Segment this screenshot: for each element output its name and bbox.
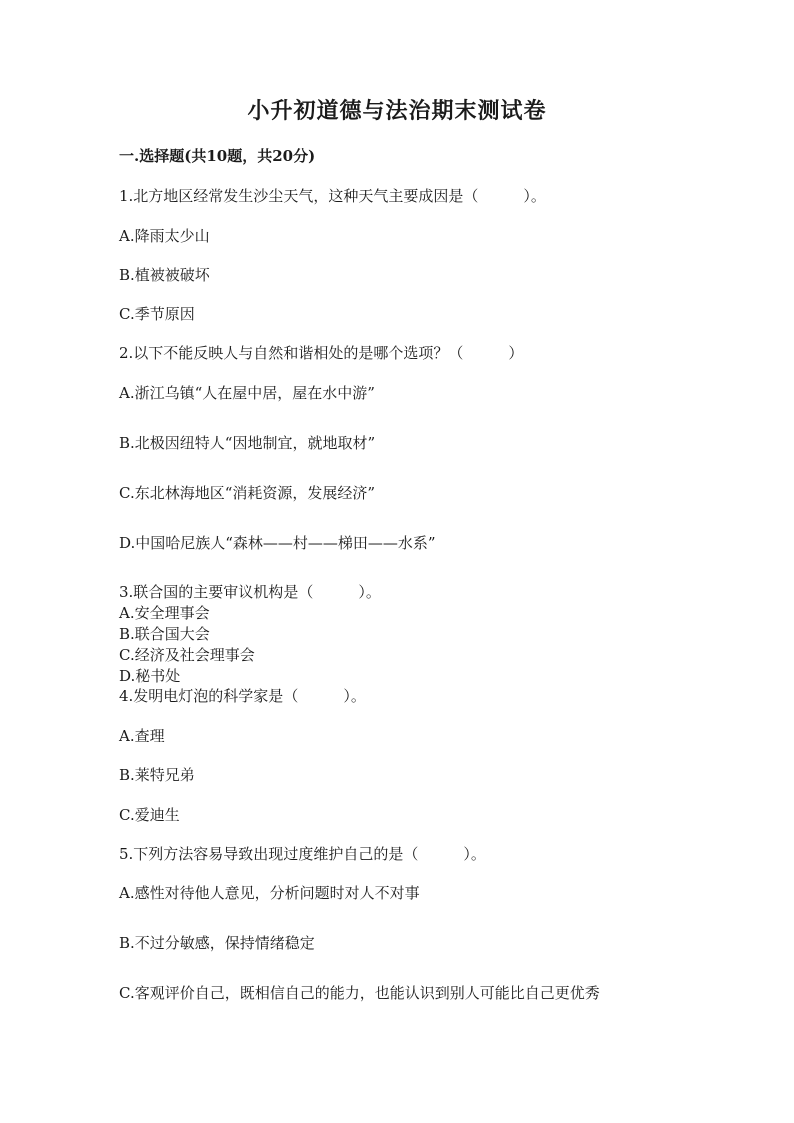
option-a: A.查理 — [119, 727, 165, 745]
option-c: C.经济及社会理事会 — [119, 646, 255, 664]
option-d: D.中国哈尼族人“森林——村——梯田——水系” — [119, 534, 436, 552]
option-b: B.不过分敏感，保持情绪稳定 — [119, 934, 315, 952]
option-a: A.安全理事会 — [119, 604, 210, 622]
option-b: B.莱特兄弟 — [119, 766, 195, 784]
option-c: C.季节原因 — [119, 305, 195, 323]
option-a: A.感性对待他人意见，分析问题时对人不对事 — [119, 884, 420, 902]
section-heading: 一.选择题(共10题，共20分) — [119, 147, 316, 165]
option-c: C.客观评价自己，既相信自己的能力，也能认识到别人可能比自己更优秀 — [119, 984, 600, 1002]
option-a: A.降雨太少山 — [119, 227, 210, 245]
option-a: A.浙江乌镇“人在屋中居，屋在水中游” — [119, 384, 375, 402]
question-stem: 4.发明电灯泡的科学家是（ ）。 — [119, 687, 366, 705]
option-c: C.东北林海地区“消耗资源，发展经济” — [119, 484, 376, 502]
option-d: D.秘书处 — [119, 667, 181, 685]
question-stem: 2.以下不能反映人与自然和谐相处的是哪个选项？（ ） — [119, 344, 524, 362]
page-title: 小升初道德与法治期末测试卷 — [247, 98, 547, 124]
question-stem: 5.下列方法容易导致出现过度维护自己的是（ ）。 — [119, 845, 486, 863]
question-stem: 1.北方地区经常发生沙尘天气，这种天气主要成因是（ ）。 — [119, 187, 546, 205]
option-b: B.北极因纽特人“因地制宜，就地取材” — [119, 434, 376, 452]
question-stem: 3.联合国的主要审议机构是（ ）。 — [119, 583, 381, 601]
option-c: C.爱迪生 — [119, 806, 180, 824]
option-b: B.植被被破坏 — [119, 266, 210, 284]
option-b: B.联合国大会 — [119, 625, 210, 643]
